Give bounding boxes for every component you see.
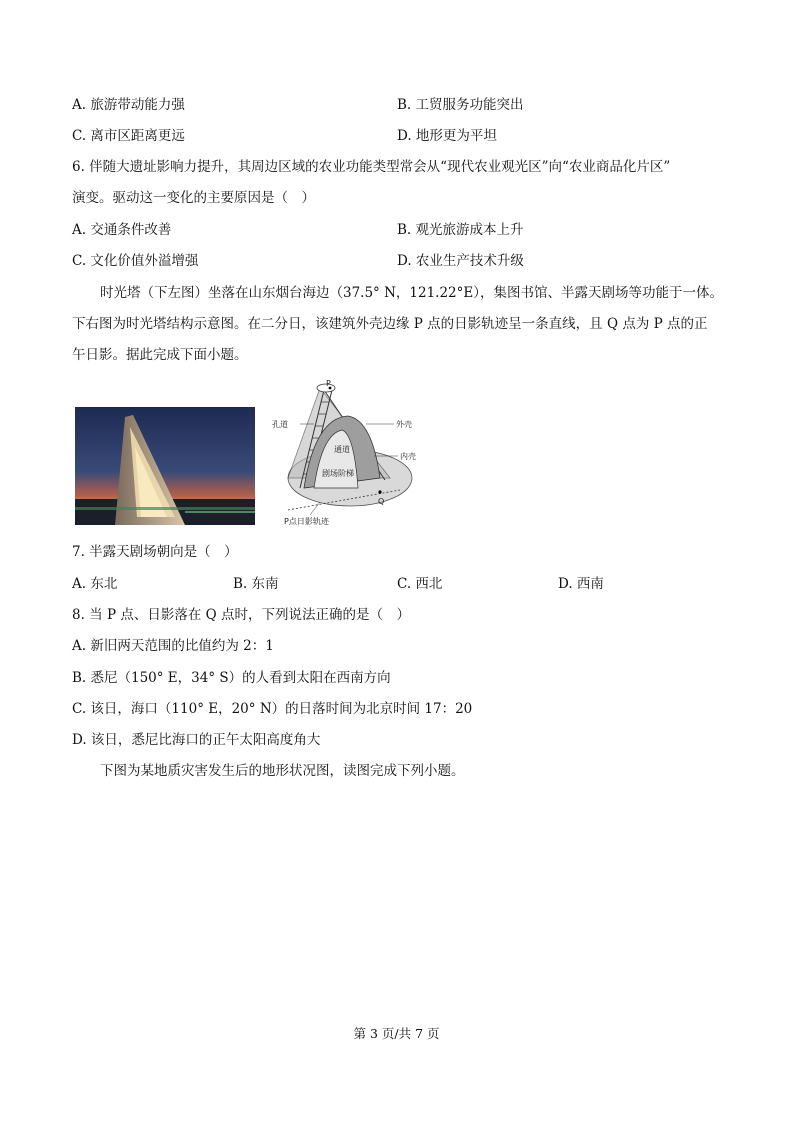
q8-option-d: D. 该日，悉尼比海口的正午太阳高度角大 — [72, 732, 321, 748]
label-jiechangjieti: 剧场阶梯 — [322, 469, 354, 478]
passage-line2: 下右图为时光塔结构示意图。在二分日，该建筑外壳边缘 P 点的日影轨迹呈一条直线，且 Q 点为 P 点的正 — [72, 316, 708, 332]
label-p: P — [326, 379, 331, 388]
q7-stem: 7. 半露天剧场朝向是（ ） — [72, 544, 238, 560]
page-footer: 第 3 页/共 7 页 — [353, 1026, 440, 1041]
q5-option-a: A. 旅游带动能力强 — [72, 97, 185, 113]
q5-option-c: C. 离市区距离更远 — [72, 128, 185, 144]
q6-stem-line1: 6. 伴随大遗址影响力提升，其周边区域的农业功能类型常会从“现代农业观光区”向“农业商品化片区” — [72, 159, 671, 175]
time-tower-photo — [75, 407, 255, 525]
label-kongdao: 孔道 — [272, 420, 288, 429]
passage-line3: 午日影。据此完成下面小题。 — [72, 347, 248, 363]
q6-option-d: D. 农业生产技术升级 — [397, 253, 524, 269]
q7-option-b: B. 东南 — [233, 576, 279, 592]
q6-option-c: C. 文化价值外溢增强 — [72, 253, 199, 269]
label-q: Q — [378, 497, 385, 506]
q8-stem: 8. 当 P 点、日影落在 Q 点时，下列说法正确的是（ ） — [72, 607, 410, 623]
passage-line1: 时光塔（下左图）坐落在山东烟台海边（37.5° N，121.22°E），集图书馆、半露天剧场等功能于一体。 — [100, 285, 724, 301]
label-waike: 外壳 — [396, 420, 412, 429]
q7-option-c: C. 西北 — [397, 576, 443, 592]
q5-option-b: B. 工贸服务功能突出 — [397, 97, 524, 113]
label-neike: 内壳 — [400, 452, 416, 461]
q8-option-b: B. 悉尼（150° E，34° S）的人看到太阳在西南方向 — [72, 670, 391, 686]
q6-option-b: B. 观光旅游成本上升 — [397, 222, 524, 238]
tower-structure-diagram — [270, 378, 430, 528]
label-tongdao: 通道 — [334, 445, 350, 454]
q6-stem-line2: 演变。驱动这一变化的主要原因是（ ） — [72, 190, 315, 206]
q6-option-a: A. 交通条件改善 — [72, 222, 172, 238]
q8-option-c: C. 该日，海口（110° E，20° N）的日落时间为北京时间 17：20 — [72, 701, 473, 717]
q7-option-d: D. 西南 — [558, 576, 604, 592]
label-yingji: P点日影轨迹 — [284, 517, 329, 526]
passage2: 下图为某地质灾害发生后的地形状况图，读图完成下列小题。 — [100, 763, 465, 779]
q7-option-a: A. 东北 — [72, 576, 118, 592]
q8-option-a: A. 新旧两天范围的比值约为 2：1 — [72, 638, 274, 654]
q5-option-d: D. 地形更为平坦 — [397, 128, 497, 144]
